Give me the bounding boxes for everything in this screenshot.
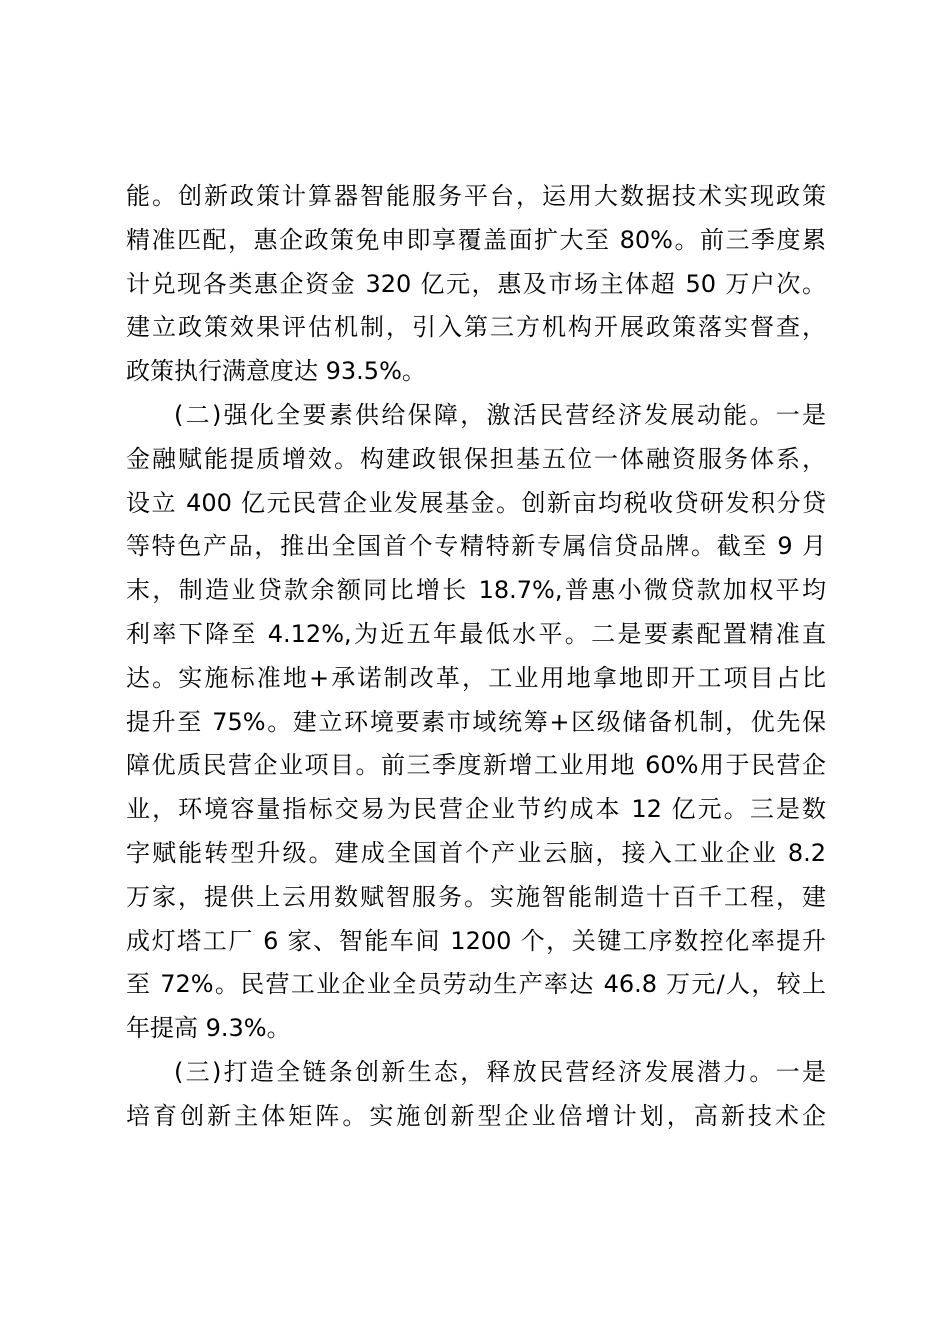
text-line: 年提高 9.3%。 <box>126 1014 291 1043</box>
text-line: 能。创新政策计算器智能服务平台，运用大数据技术实现政策 <box>126 182 826 210</box>
text-line: 利率下降至 4.12%,为近五年最低水平。二是要素配置精准直 <box>126 619 826 648</box>
text-line: (二)强化全要素供给保障，激活民营经济发展动能。一是 <box>174 400 826 429</box>
text-line: 政策执行满意度达 93.5%。 <box>126 357 426 386</box>
text-line: 末，制造业贷款余额同比增长 18.7%,普惠小微贷款加权平均 <box>126 576 826 605</box>
text-line: 金融赋能提质增效。构建政银保担基五位一体融资服务体系， <box>126 444 826 473</box>
text-line: 至 72%。民营工业企业全员劳动生产率达 46.8 万元/人，较上 <box>126 970 826 999</box>
text-line: 成灯塔工厂 6 家、智能车间 1200 个，关键工序数控化率提升 <box>126 926 826 955</box>
text-line: 障优质民营企业项目。前三季度新增工业用地 60%用于民营企 <box>126 751 826 780</box>
text-line: 万家，提供上云用数赋智服务。实施智能制造十百千工程，建 <box>126 882 826 911</box>
text-line: 培育创新主体矩阵。实施创新型企业倍增计划，高新技术企 <box>126 1101 826 1130</box>
text-line: 业，环境容量指标交易为民营企业节约成本 12 亿元。三是数 <box>126 795 826 824</box>
text-line: 精准匹配，惠企政策免申即享覆盖面扩大至 80%。前三季度累 <box>126 225 826 254</box>
text-line: 字赋能转型升级。建成全国首个产业云脑，接入工业企业 8.2 <box>126 838 826 867</box>
text-line: 设立 400 亿元民营企业发展基金。创新亩均税收贷研发积分贷 <box>126 488 826 517</box>
text-line: 计兑现各类惠企资金 320 亿元，惠及市场主体超 50 万户次。 <box>126 269 826 298</box>
body-text <box>126 175 826 1139</box>
text-line: 达。实施标准地+承诺制改革，工业用地拿地即开工项目占比 <box>126 663 826 692</box>
text-line: 等特色产品，推出全国首个专精特新专属信贷品牌。截至 9 月 <box>126 532 826 561</box>
text-line: (三)打造全链条创新生态，释放民营经济发展潜力。一是 <box>174 1057 826 1086</box>
text-line: 提升至 75%。建立环境要素市域统筹+区级储备机制，优先保 <box>126 707 826 736</box>
text-line: 建立政策效果评估机制，引入第三方机构开展政策落实督查， <box>126 313 826 342</box>
